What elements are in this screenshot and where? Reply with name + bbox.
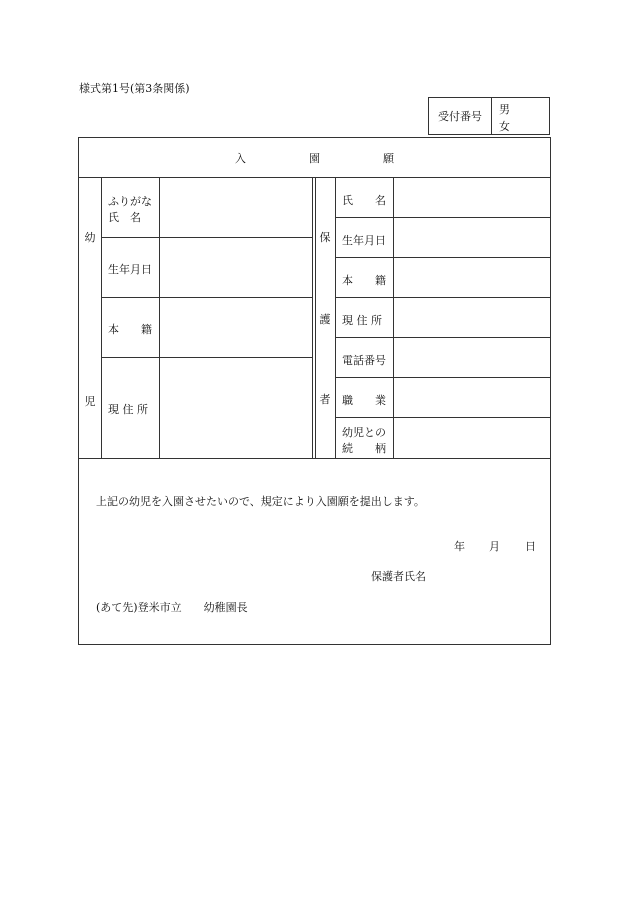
- form-title: [79, 138, 550, 178]
- guardian-label-divider: [393, 178, 394, 458]
- guardian-domicile-label: 本 籍: [342, 274, 386, 287]
- guardian-address-label: 現 住 所: [342, 314, 382, 327]
- date-day-label: 日: [525, 540, 536, 553]
- guardian-side-label-3: 者: [319, 393, 331, 406]
- guardian-side-label-2: 護: [319, 313, 331, 326]
- guardian-row-divider-3: [335, 297, 550, 298]
- child-row-divider-1: [101, 237, 312, 238]
- guardian-row-divider-2: [335, 257, 550, 258]
- guardian-row-divider-1: [335, 217, 550, 218]
- child-side-divider: [101, 178, 102, 458]
- receipt-box: [428, 97, 550, 135]
- title-char-3: 願: [383, 152, 394, 165]
- guardian-row-divider-4: [335, 337, 550, 338]
- guardian-side-label-1: 保: [319, 231, 331, 244]
- guardian-signature-label: 保護者氏名: [371, 570, 426, 583]
- guardian-occupation-label: 職 業: [342, 394, 386, 407]
- application-form: [78, 137, 551, 645]
- gender-male: 男: [499, 103, 510, 116]
- receipt-number-label: 受付番号: [429, 98, 492, 134]
- guardian-relation-label-1: 幼児との: [342, 426, 386, 439]
- guardian-relation-label-2: 続 柄: [342, 442, 386, 455]
- guardian-birthdate-label: 生年月日: [342, 234, 386, 247]
- child-row-divider-3: [101, 357, 312, 358]
- guardian-phone-label: 電話番号: [342, 354, 386, 367]
- guardian-name-label: 氏 名: [342, 194, 386, 207]
- addressee: (あて先)登米市立 幼稚園長: [96, 601, 248, 614]
- child-domicile-label: 本 籍: [108, 323, 152, 336]
- child-side-label-bottom: 児: [84, 395, 96, 408]
- table-bottom-divider: [79, 458, 550, 459]
- child-label-divider: [159, 178, 160, 458]
- form-number: 様式第1号(第3条関係): [79, 82, 190, 95]
- application-statement: 上記の幼児を入園させたいので、規定により入園願を提出します。: [96, 495, 425, 508]
- title-char-2: 園: [309, 152, 320, 165]
- date-month-label: 月: [489, 540, 500, 553]
- child-birthdate-label: 生年月日: [108, 263, 152, 276]
- guardian-row-divider-5: [335, 377, 550, 378]
- child-row-divider-2: [101, 297, 312, 298]
- title-char-1: 入: [235, 152, 246, 165]
- child-address-label: 現 住 所: [108, 403, 148, 416]
- date-year-label: 年: [454, 540, 465, 553]
- child-furigana-label: ふりがな: [108, 195, 152, 208]
- guardian-row-divider-6: [335, 417, 550, 418]
- gender-female: 女: [499, 120, 510, 133]
- section-divider-left: [312, 178, 313, 458]
- child-name-label: 氏 名: [108, 211, 141, 224]
- child-side-label-top: 幼: [84, 231, 96, 244]
